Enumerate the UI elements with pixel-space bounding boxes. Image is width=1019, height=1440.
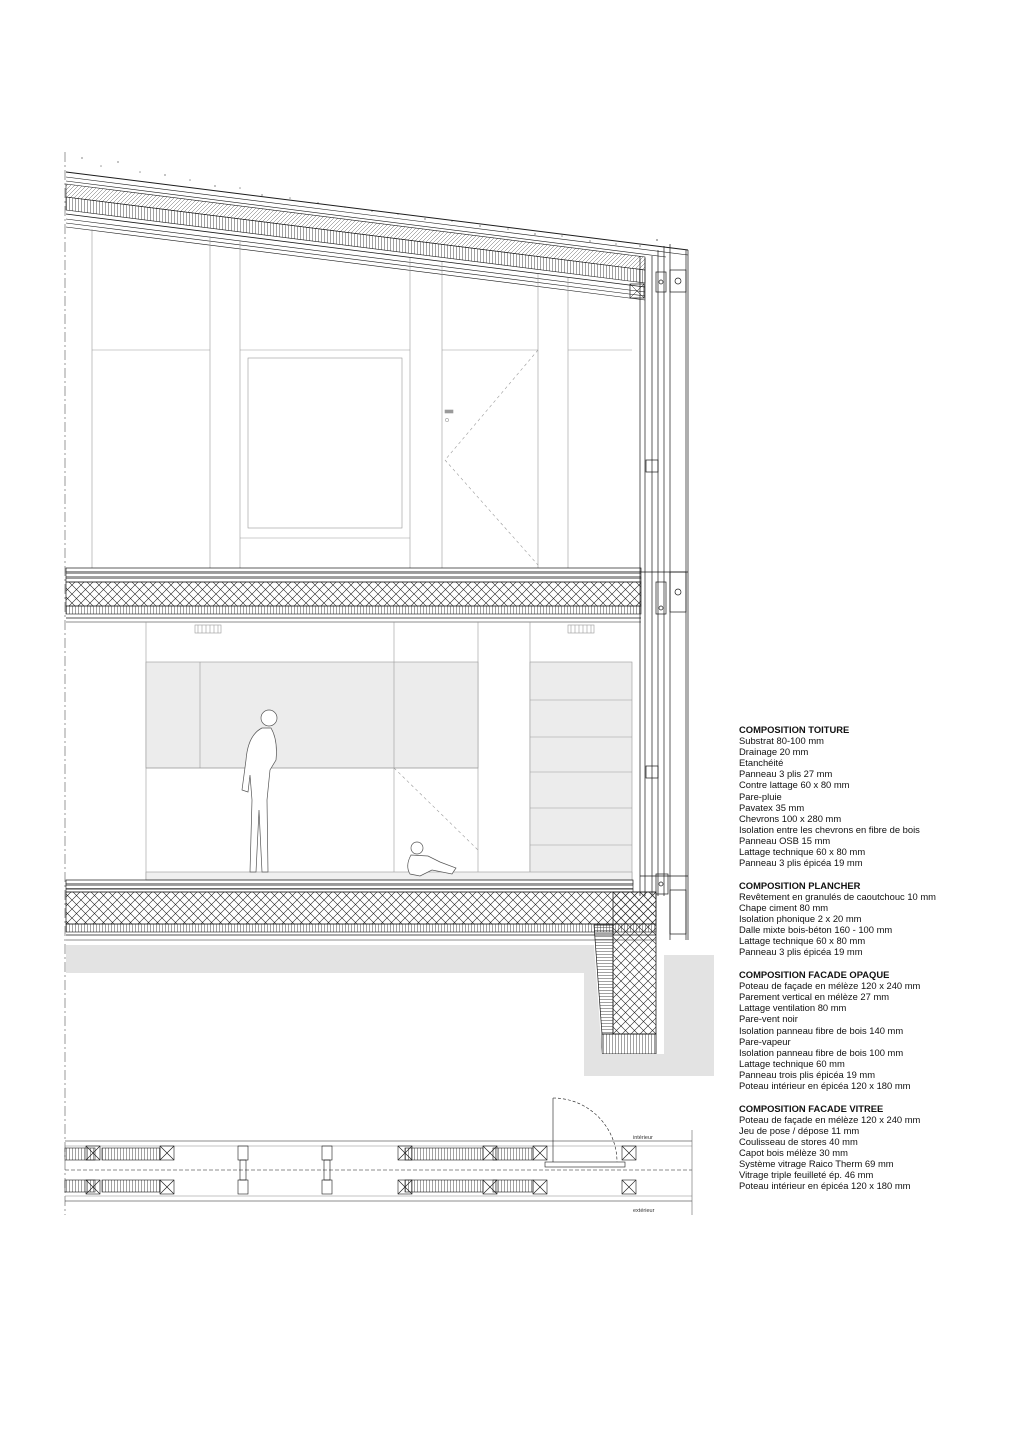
legend-item: Lattage technique 60 x 80 mm — [739, 935, 866, 947]
legend-item: Système vitrage Raico Therm 69 mm — [739, 1158, 894, 1170]
legend-section-plancher — [739, 880, 1009, 958]
legend-item: Panneau 3 plis épicéa 19 mm — [739, 857, 863, 869]
legend-item: Lattage ventilation 80 mm — [739, 1002, 847, 1014]
legend-title: COMPOSITION FACADE VITREE — [739, 1102, 884, 1114]
legend-item: Isolation phonique 2 x 20 mm — [739, 913, 862, 925]
plan-exterior-label: extérieur — [633, 1208, 655, 1214]
legend-item: Vitrage triple feuilleté ép. 46 mm — [739, 1169, 874, 1181]
legend-item: Pare-vent noir — [739, 1013, 798, 1025]
legend-item: Capot bois mélèze 30 mm — [739, 1147, 848, 1159]
legend-item: Etanchéité — [739, 757, 784, 769]
legend-item: Drainage 20 mm — [739, 746, 809, 758]
legend-item: Coulisseau de stores 40 mm — [739, 1135, 858, 1147]
legend-item: Chape ciment 80 mm — [739, 902, 829, 913]
glazed-facade — [640, 244, 688, 940]
legend-item: Lattage technique 60 x 80 mm — [739, 846, 866, 858]
legend-item: Dalle mixte bois-béton 160 - 100 mm — [739, 924, 893, 936]
legend-item: Lattage technique 60 mm — [739, 1057, 845, 1069]
legend-section-toiture — [739, 724, 1009, 868]
legend-item: Isolation entre les chevrons en fibre de bois — [739, 823, 920, 835]
legend-item: Poteau de façade en mélèze 120 x 240 mm — [739, 980, 921, 992]
legend-item: Jeu de pose / dépose 11 mm — [739, 1124, 860, 1136]
legend-item: Panneau 3 plis 27 mm — [739, 768, 833, 780]
legend-item: Substrat 80-100 mm — [739, 735, 824, 747]
legend-section-facade-opaque — [739, 969, 1009, 1091]
legend-item: Chevrons 100 x 280 mm — [739, 812, 842, 824]
legend-title: COMPOSITION FACADE OPAQUE — [739, 969, 890, 981]
lower-floor-elevation — [146, 622, 632, 880]
legend-item: Revêtement en granulés de caoutchouc 10 mm — [739, 890, 936, 902]
legend-section-facade-vitree — [739, 1103, 1009, 1192]
legend-item: Poteau intérieur en épicéa 120 x 180 mm — [739, 1180, 911, 1192]
legend-title: COMPOSITION PLANCHER — [739, 879, 861, 891]
intermediate-floor — [66, 568, 641, 622]
legend-item: Pavatex 35 mm — [739, 801, 805, 813]
legend-title: COMPOSITION TOITURE — [739, 724, 850, 735]
legend-item: Panneau 3 plis épicéa 19 mm — [739, 946, 863, 958]
legend-item: Panneau trois plis épicéa 19 mm — [739, 1068, 876, 1080]
composition-legend — [739, 724, 1009, 1203]
plan-detail — [65, 1098, 692, 1215]
legend-item: Pare-vapeur — [739, 1035, 791, 1047]
roof-section — [66, 172, 688, 300]
legend-item: Poteau de façade en mélèze 120 x 240 mm — [739, 1113, 921, 1125]
legend-item: Contre lattage 60 x 80 mm — [739, 779, 850, 791]
legend-item: Isolation panneau fibre de bois 140 mm — [739, 1024, 904, 1036]
plan-interior-label: intérieur — [633, 1135, 653, 1141]
legend-item: Isolation panneau fibre de bois 100 mm — [739, 1046, 904, 1058]
legend-item: Panneau OSB 15 mm — [739, 834, 831, 846]
legend-item: Parement vertical en mélèze 27 mm — [739, 991, 890, 1003]
legend-item: Pare-pluie — [739, 790, 782, 802]
legend-item: Poteau intérieur en épicéa 120 x 180 mm — [739, 1080, 911, 1091]
crawling-child-figure — [408, 842, 456, 876]
